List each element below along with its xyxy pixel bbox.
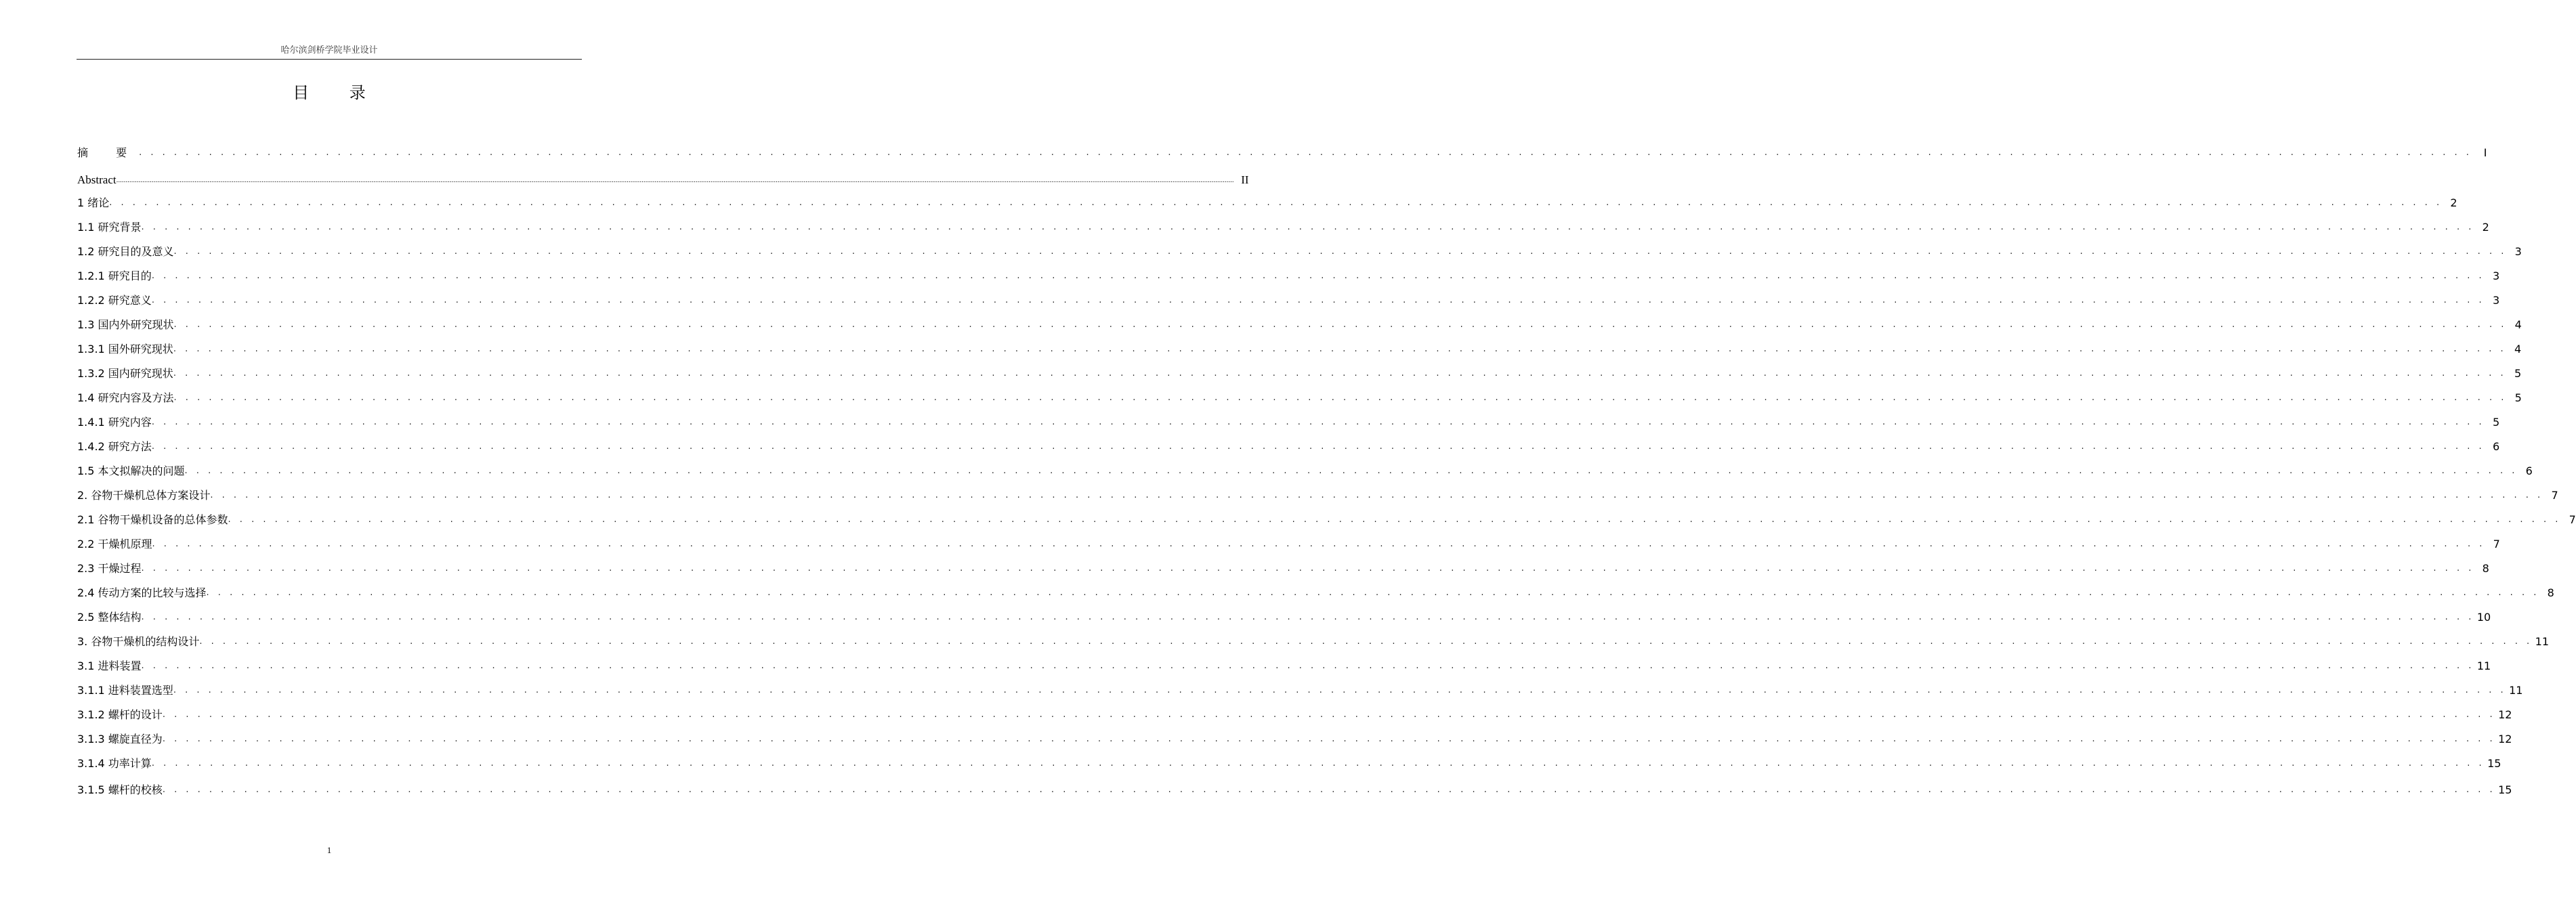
running-header: 哈尔滨剑桥学院毕业设计 — [280, 45, 378, 56]
toc-dot-leader: . . . . . . . . . . . . . . . . . . . . . . . . . . . . . . . . . . . . . . . . . . . . . . . . . . . . . . . . . . . . . . . . . . . . . . . . . . . . . . . . . . . . . . . . . . . . . . . . . . . . . . . . . . . . . . . . . . . . . . . . . . . . . . . . . . . . . . . . . . . . . . . . . . . . . . . . . . . . . . . . . . . . . . . . . . . . . . . . . . . . . . . . . . . . . . . . . . . . . . . . — [162, 734, 2496, 744]
toc-dot-leader: . . . . . . . . . . . . . . . . . . . . . . . . . . . . . . . . . . . . . . . . . . . . . . . . . . . . . . . . . . . . . . . . . . . . . . . . . . . . . . . . . . . . . . . . . . . . . . . . . . . . . . . . . . . . . . . . . . . . . . . . . . . . . . . . . . . . . . . . . . . . . . . . . . . . . . . . . . . . . . . . . . . . . . . . . . . . . . . . . . . . . . . . . . . . . . . . . . . . . . . . — [162, 785, 2496, 795]
toc-entry-page: 10 — [2476, 611, 2491, 624]
toc-dot-leader: . . . . . . . . . . . . . . . . . . . . . . . . . . . . . . . . . . . . . . . . . . . . . . . . . . . . . . . . . . . . . . . . . . . . . . . . . . . . . . . . . . . . . . . . . . . . . . . . . . . . . . . . . . . . . . . . . . . . . . . . . . . . . . . . . . . . . . . . . . . . . . . . . . . . . . . . . . . . . . . . . . . . . . . . . . . . . . . . . . . . . . . . . . . . . . . . . . . . . . . . — [199, 636, 2533, 647]
toc-entry[interactable] — [77, 170, 1249, 188]
toc-dot-leader: ........................................................................................................................................................................................................................................................................................................................................................................................................................................................................................................................................................................................................................ — [116, 176, 1234, 184]
toc-entry-page: 2 — [2482, 221, 2489, 234]
toc-entry[interactable] — [77, 143, 2487, 160]
toc-entry-page: 7 — [2569, 513, 2576, 526]
toc-entry-title: 1.4 研究内容及方法 — [77, 391, 174, 404]
toc-entry-page: I — [2483, 146, 2487, 159]
toc-entry-page: 6 — [2525, 464, 2533, 477]
toc-dot-leader: . . . . . . . . . . . . . . . . . . . . . . . . . . . . . . . . . . . . . . . . . . . . . . . . . . . . . . . . . . . . . . . . . . . . . . . . . . . . . . . . . . . . . . . . . . . . . . . . . . . . . . . . . . . . . . . . . . . . . . . . . . . . . . . . . . . . . . . . . . . . . . . . . . . . . . . . . . . . . . . . . . . . . . . . . . . . . . . . . . . . . . . . . . . . . . . . . . . . . . . . — [184, 466, 2518, 476]
toc-entry-page: 7 — [2551, 489, 2558, 502]
header-rule — [77, 59, 582, 60]
page-number: 1 — [326, 845, 332, 855]
toc-entry-title: 1.2 研究目的及意义 — [77, 245, 174, 258]
toc-entry-title: 3.1 进料装置 — [77, 659, 142, 672]
toc-entry-page: 6 — [2492, 440, 2500, 453]
toc-entry-title: 摘 要 — [77, 146, 140, 159]
toc-entry[interactable] — [77, 656, 2491, 674]
toc-entry-page: 3 — [2514, 245, 2522, 258]
toc-entry-page: 8 — [2547, 586, 2554, 599]
toc-entry[interactable] — [77, 412, 2500, 430]
toc-entry-title: 2. 谷物干燥机总体方案设计 — [77, 489, 211, 502]
toc-entry-title: 1.5 本文拟解决的问题 — [77, 464, 185, 477]
toc-entry[interactable] — [77, 754, 2501, 771]
toc-entry[interactable] — [77, 193, 2457, 211]
toc-dot-leader: . . . . . . . . . . . . . . . . . . . . . . . . . . . . . . . . . . . . . . . . . . . . . . . . . . . . . . . . . . . . . . . . . . . . . . . . . . . . . . . . . . . . . . . . . . . . . . . . . . . . . . . . . . . . . . . . . . . . . . . . . . . . . . . . . . . . . . . . . . . . . . . . . . . . . . . . . . . . . . . . . . . . . . . . . . . . . . . . . . . . . . . . . . . . . . . . . . . . . . . . — [151, 417, 2485, 427]
toc-entry-page: II — [1241, 173, 1249, 186]
toc-entry-title: 1.3.2 国内研究现状 — [77, 367, 173, 380]
toc-dot-leader: . . . . . . . . . . . . . . . . . . . . . . . . . . . . . . . . . . . . . . . . . . . . . . . . . . . . . . . . . . . . . . . . . . . . . . . . . . . . . . . . . . . . . . . . . . . . . . . . . . . . . . . . . . . . . . . . . . . . . . . . . . . . . . . . . . . . . . . . . . . . . . . . . . . . . . . . . . . . . . . . . . . . . . . . . . . . . . . . . . . . . . . . . . . . . . . . . . . . . . . . — [151, 295, 2485, 305]
toc-dot-leader: . . . . . . . . . . . . . . . . . . . . . . . . . . . . . . . . . . . . . . . . . . . . . . . . . . . . . . . . . . . . . . . . . . . . . . . . . . . . . . . . . . . . . . . . . . . . . . . . . . . . . . . . . . . . . . . . . . . . . . . . . . . . . . . . . . . . . . . . . . . . . . . . . . . . . . . . . . . . . . . . . . . . . . . . . . . . . . . . . . . . . . . . . . . . . . . . . . . . . . . . — [162, 710, 2496, 720]
toc-entry-title: 2.5 整体结构 — [77, 611, 142, 624]
toc-entry[interactable] — [77, 705, 2512, 722]
toc-entry-page: 4 — [2514, 343, 2522, 355]
toc-dot-leader: . . . . . . . . . . . . . . . . . . . . . . . . . . . . . . . . . . . . . . . . . . . . . . . . . . . . . . . . . . . . . . . . . . . . . . . . . . . . . . . . . . . . . . . . . . . . . . . . . . . . . . . . . . . . . . . . . . . . . . . . . . . . . . . . . . . . . . . . . . . . . . . . . . . . . . . . . . . . . . . . . . . . . . . . . . . . . . . . . . . . . . . . . . . . . . . . . . . . . . . . — [173, 344, 2507, 354]
toc-dot-leader: . . . . . . . . . . . . . . . . . . . . . . . . . . . . . . . . . . . . . . . . . . . . . . . . . . . . . . . . . . . . . . . . . . . . . . . . . . . . . . . . . . . . . . . . . . . . . . . . . . . . . . . . . . . . . . . . . . . . . . . . . . . . . . . . . . . . . . . . . . . . . . . . . . . . . . . . . . . . . . . . . . . . . . . . . . . . . . . . . . . . . . . . . . . . . . . . . . . . . . . . — [152, 539, 2485, 549]
toc-entry-page: 3 — [2492, 269, 2500, 282]
toc-entry[interactable] — [77, 461, 2533, 479]
toc-entry[interactable] — [77, 364, 2522, 381]
toc-entry-title: 3. 谷物干燥机的结构设计 — [77, 635, 200, 648]
toc-dot-leader: . . . . . . . . . . . . . . . . . . . . . . . . . . . . . . . . . . . . . . . . . . . . . . . . . . . . . . . . . . . . . . . . . . . . . . . . . . . . . . . . . . . . . . . . . . . . . . . . . . . . . . . . . . . . . . . . . . . . . . . . . . . . . . . . . . . . . . . . . . . . . . . . . . . . . . . . . . . . . . . . . . . . . . . . . . . . . . . . . . . . . . . . . . . . . . . . . . . . . . . . — [141, 222, 2474, 232]
toc-entry-title: 1 绪论 — [77, 196, 110, 209]
toc-dot-leader: . . . . . . . . . . . . . . . . . . . . . . . . . . . . . . . . . . . . . . . . . . . . . . . . . . . . . . . . . . . . . . . . . . . . . . . . . . . . . . . . . . . . . . . . . . . . . . . . . . . . . . . . . . . . . . . . . . . . . . . . . . . . . . . . . . . . . . . . . . . . . . . . . . . . . . . . . . . . . . . . . . . . . . . . . . . . . . . . . . . . . . . . . . . . . . . . . . . . . . . . — [151, 271, 2485, 281]
toc-dot-leader: . . . . . . . . . . . . . . . . . . . . . . . . . . . . . . . . . . . . . . . . . . . . . . . . . . . . . . . . . . . . . . . . . . . . . . . . . . . . . . . . . . . . . . . . . . . . . . . . . . . . . . . . . . . . . . . . . . . . . . . . . . . . . . . . . . . . . . . . . . . . . . . . . . . . . . . . . . . . . . . . . . . . . . . . . . . . . . . . . . . . . . . . . . . . . . . . . . . . . . . . — [206, 588, 2539, 598]
toc-entry-page: 11 — [2535, 635, 2550, 648]
toc-entry-title: 1.4.1 研究内容 — [77, 416, 152, 429]
toc-entry-page: 3 — [2492, 294, 2500, 307]
toc-entry-title: 1.2.2 研究意义 — [77, 294, 152, 307]
toc-entry[interactable] — [77, 315, 2522, 332]
toc-entry[interactable] — [77, 780, 2512, 798]
toc-entry[interactable] — [77, 339, 2522, 357]
toc-entry[interactable] — [77, 437, 2500, 454]
toc-entry[interactable] — [77, 680, 2523, 698]
toc-entry-page: 12 — [2498, 733, 2512, 745]
toc-dot-leader: . . . . . . . . . . . . . . . . . . . . . . . . . . . . . . . . . . . . . . . . . . . . . . . . . . . . . . . . . . . . . . . . . . . . . . . . . . . . . . . . . . . . . . . . . . . . . . . . . . . . . . . . . . . . . . . . . . . . . . . . . . . . . . . . . . . . . . . . . . . . . . . . . . . . . . . . . . . . . . . . . . . . . . . . . . . . . . . . . . . . . . . . . . . . . . . . . . . . . . . . — [141, 563, 2474, 573]
toc-entry[interactable] — [77, 217, 2489, 235]
toc-dot-leader: . . . . . . . . . . . . . . . . . . . . . . . . . . . . . . . . . . . . . . . . . . . . . . . . . . . . . . . . . . . . . . . . . . . . . . . . . . . . . . . . . . . . . . . . . . . . . . . . . . . . . . . . . . . . . . . . . . . . . . . . . . . . . . . . . . . . . . . . . . . . . . . . . . . . . . . . . . . . . . . . . . . . . . . . . . . . . . . . . . . . . . . . . . . . . . . . . . . . . . . . — [173, 685, 2507, 695]
toc-dot-leader: . . . . . . . . . . . . . . . . . . . . . . . . . . . . . . . . . . . . . . . . . . . . . . . . . . . . . . . . . . . . . . . . . . . . . . . . . . . . . . . . . . . . . . . . . . . . . . . . . . . . . . . . . . . . . . . . . . . . . . . . . . . . . . . . . . . . . . . . . . . . . . . . . . . . . . . . . . . . . . . . . . . . . . . . . . . . . . . . . . . . . . . . . . . . . . . . . . . . . . . . — [210, 490, 2543, 500]
toc-entry[interactable] — [77, 388, 2522, 406]
toc-entry-title: 1.3.1 国外研究现状 — [77, 343, 173, 355]
toc-entry-page: 4 — [2514, 318, 2522, 331]
toc-dot-leader: . . . . . . . . . . . . . . . . . . . . . . . . . . . . . . . . . . . . . . . . . . . . . . . . . . . . . . . . . . . . . . . . . . . . . . . . . . . . . . . . . . . . . . . . . . . . . . . . . . . . . . . . . . . . . . . . . . . . . . . . . . . . . . . . . . . . . . . . . . . . . . . . . . . . . . . . . . . . . . . . . . . . . . . . . . . . . . . . . . . . . . . . . . . . . . . . . . . . . . . . — [173, 368, 2507, 378]
toc-entry[interactable] — [77, 632, 2550, 649]
toc-entry[interactable] — [77, 510, 2576, 527]
toc-entry[interactable] — [77, 729, 2512, 747]
toc-entry-title: 1.3 国内外研究现状 — [77, 318, 174, 331]
toc-entry-page: 5 — [2492, 416, 2500, 429]
toc-entry-page: 11 — [2476, 659, 2491, 672]
toc-entry-title: 2.1 谷物干燥机设备的总体参数 — [77, 513, 228, 526]
toc-entry-page: 5 — [2514, 391, 2522, 404]
page-title: 目 录 — [293, 83, 383, 102]
toc-entry[interactable] — [77, 290, 2500, 308]
toc-entry-page: 11 — [2509, 684, 2523, 697]
toc-dot-leader: . . . . . . . . . . . . . . . . . . . . . . . . . . . . . . . . . . . . . . . . . . . . . . . . . . . . . . . . . . . . . . . . . . . . . . . . . . . . . . . . . . . . . . . . . . . . . . . . . . . . . . . . . . . . . . . . . . . . . . . . . . . . . . . . . . . . . . . . . . . . . . . . . . . . . . . . . . . . . . . . . . . . . . . . . . . . . . . . . . . . . . . . . . . . . . . . . . . . . . . . — [151, 441, 2485, 452]
toc-entry-title: 2.4 传动方案的比较与选择 — [77, 586, 207, 599]
toc-entry-title: 1.4.2 研究方法 — [77, 440, 152, 453]
toc-dot-leader: . . . . . . . . . . . . . . . . . . . . . . . . . . . . . . . . . . . . . . . . . . . . . . . . . . . . . . . . . . . . . . . . . . . . . . . . . . . . . . . . . . . . . . . . . . . . . . . . . . . . . . . . . . . . . . . . . . . . . . . . . . . . . . . . . . . . . . . . . . . . . . . . . . . . . . . . . . . . . . . . . . . . . . . . . . . . . . . . . . . . . . . . . . . . . . . . . . . . . . . . — [141, 612, 2474, 622]
toc-entry-title: 3.1.5 螺杆的校核 — [77, 783, 163, 796]
toc-dot-leader: . . . . . . . . . . . . . . . . . . . . . . . . . . . . . . . . . . . . . . . . . . . . . . . . . . . . . . . . . . . . . . . . . . . . . . . . . . . . . . . . . . . . . . . . . . . . . . . . . . . . . . . . . . . . . . . . . . . . . . . . . . . . . . . . . . . . . . . . . . . . . . . . . . . . . . . . . . . . . . . . . . . . . . . . . . . . . . . . . . . . . . . . . . . . . . . . . . . . . . . . — [151, 758, 2485, 768]
toc-entry-page: 7 — [2493, 538, 2500, 550]
toc-entry-title: Abstract — [77, 173, 117, 186]
toc-dot-leader: . . . . . . . . . . . . . . . . . . . . . . . . . . . . . . . . . . . . . . . . . . . . . . . . . . . . . . . . . . . . . . . . . . . . . . . . . . . . . . . . . . . . . . . . . . . . . . . . . . . . . . . . . . . . . . . . . . . . . . . . . . . . . . . . . . . . . . . . . . . . . . . . . . . . . . . . . . . . . . . . . . . . . . . . . . . . . . . . . . . . . . . . . . . . . . . . . . . . . . . . — [173, 246, 2507, 257]
toc-dot-leader: . . . . . . . . . . . . . . . . . . . . . . . . . . . . . . . . . . . . . . . . . . . . . . . . . . . . . . . . . . . . . . . . . . . . . . . . . . . . . . . . . . . . . . . . . . . . . . . . . . . . . . . . . . . . . . . . . . . . . . . . . . . . . . . . . . . . . . . . . . . . . . . . . . . . . . . . . . . . . . . . . . . . . . . . . . . . . . . . . . . . . . . . . . . . . . . . . . . . . . . . — [141, 661, 2474, 671]
toc-entry[interactable] — [77, 485, 2558, 503]
toc-entry-title: 3.1.2 螺杆的设计 — [77, 708, 163, 721]
toc-entry[interactable] — [77, 559, 2489, 576]
toc-entry-title: 1.2.1 研究目的 — [77, 269, 152, 282]
toc-entry-title: 3.1.1 进料装置选型 — [77, 684, 173, 697]
toc-entry-page: 12 — [2498, 708, 2512, 721]
toc-entry-page: 15 — [2487, 757, 2501, 770]
toc-entry[interactable] — [77, 534, 2500, 552]
toc-entry[interactable] — [77, 242, 2522, 259]
toc-dot-leader: . . . . . . . . . . . . . . . . . . . . . . . . . . . . . . . . . . . . . . . . . . . . . . . . . . . . . . . . . . . . . . . . . . . . . . . . . . . . . . . . . . . . . . . . . . . . . . . . . . . . . . . . . . . . . . . . . . . . . . . . . . . . . . . . . . . . . . . . . . . . . . . . . . . . . . . . . . . . . . . . . . . . . . . . . . . . . . . . . . . . . . . . . . . . . . . . . . . . . . . . — [139, 148, 2472, 158]
toc-entry[interactable] — [77, 607, 2491, 625]
toc-entry-title: 3.1.4 功率计算 — [77, 757, 152, 770]
toc-entry-page: 15 — [2498, 783, 2512, 796]
toc-dot-leader: . . . . . . . . . . . . . . . . . . . . . . . . . . . . . . . . . . . . . . . . . . . . . . . . . . . . . . . . . . . . . . . . . . . . . . . . . . . . . . . . . . . . . . . . . . . . . . . . . . . . . . . . . . . . . . . . . . . . . . . . . . . . . . . . . . . . . . . . . . . . . . . . . . . . . . . . . . . . . . . . . . . . . . . . . . . . . . . . . . . . . . . . . . . . . . . . . . . . . . . . — [173, 393, 2507, 403]
toc-entry-title: 1.1 研究背景 — [77, 221, 142, 234]
toc-entry-title: 2.2 干燥机原理 — [77, 538, 152, 550]
toc-entry-title: 2.3 干燥过程 — [77, 562, 142, 575]
toc-entry-page: 8 — [2482, 562, 2489, 575]
toc-entry[interactable] — [77, 583, 2554, 601]
toc-entry[interactable] — [77, 266, 2500, 284]
toc-entry-title: 3.1.3 螺旋直径为 — [77, 733, 163, 745]
toc-dot-leader: . . . . . . . . . . . . . . . . . . . . . . . . . . . . . . . . . . . . . . . . . . . . . . . . . . . . . . . . . . . . . . . . . . . . . . . . . . . . . . . . . . . . . . . . . . . . . . . . . . . . . . . . . . . . . . . . . . . . . . . . . . . . . . . . . . . . . . . . . . . . . . . . . . . . . . . . . . . . . . . . . . . . . . . . . . . . . . . . . . . . . . . . . . . . . . . . . . . . . . . . — [228, 515, 2561, 525]
toc-entry-page: 5 — [2514, 367, 2522, 380]
toc-dot-leader: . . . . . . . . . . . . . . . . . . . . . . . . . . . . . . . . . . . . . . . . . . . . . . . . . . . . . . . . . . . . . . . . . . . . . . . . . . . . . . . . . . . . . . . . . . . . . . . . . . . . . . . . . . . . . . . . . . . . . . . . . . . . . . . . . . . . . . . . . . . . . . . . . . . . . . . . . . . . . . . . . . . . . . . . . . . . . . . . . . . . . . . . . . . . . . . . . . . . . . . . — [173, 320, 2507, 330]
toc-entry-page: 2 — [2450, 196, 2457, 209]
toc-dot-leader: . . . . . . . . . . . . . . . . . . . . . . . . . . . . . . . . . . . . . . . . . . . . . . . . . . . . . . . . . . . . . . . . . . . . . . . . . . . . . . . . . . . . . . . . . . . . . . . . . . . . . . . . . . . . . . . . . . . . . . . . . . . . . . . . . . . . . . . . . . . . . . . . . . . . . . . . . . . . . . . . . . . . . . . . . . . . . . . . . . . . . . . . . . . . . . . . . . . . . . . . — [109, 198, 2443, 208]
